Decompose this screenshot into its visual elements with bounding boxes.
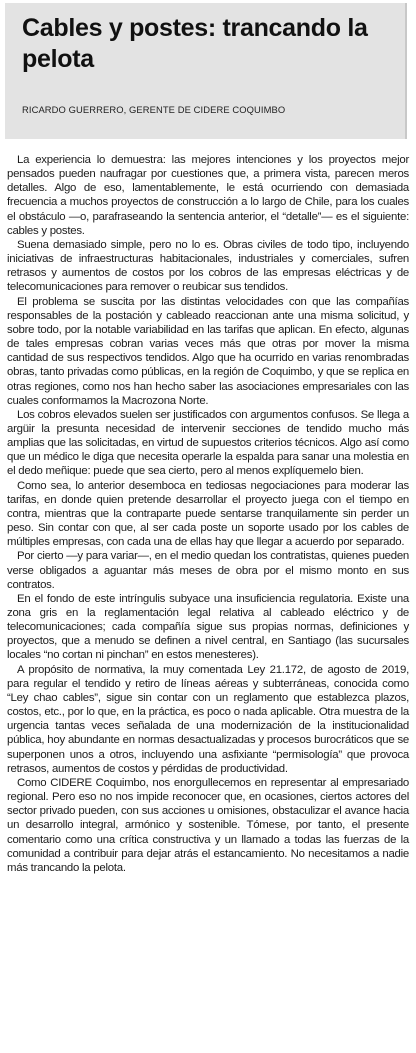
article-paragraph: En el fondo de este intríngulis subyace una insuficiencia regulatoria. Existe una zona gris en la reglamentación legal relativa al cableado eléctrico y de telecomunicaciones; cada compañía sigue sus propias normas, definiciones y proyectos, que a menudo se definen a nivel central, en Santiago (las sucursales locales “no cortan ni pinchan” en estos menesteres).	[7, 592, 409, 662]
article-paragraph: El problema se suscita por las distintas velocidades con que las compañías responsables de la postación y cableado reaccionan ante una misma solicitud, y sobre todo, por la notable variabilidad en las tarifas que aplican. En efecto, algunas de tales empresas cobran varias veces más que otras por mover la misma cantidad de sus respectivos tendidos. Algo que ha ocurrido en varias renombradas obras, tanto privadas como públicas, en la región de Coquimbo, y que se replica en otras regiones, como nos han hecho saber las asociaciones empresariales con las cuales conformamos la Macrozona Norte.	[7, 295, 409, 407]
article-title: Cables y postes: trancando la pelota	[22, 14, 368, 73]
article-paragraph: Los cobros elevados suelen ser justificados con argumentos confusos. Se llega a argüir la presunta necesidad de intervenir secciones de tendido mucho más amplias que las solicitadas, en virtud de supuestos criterios técnicos. Algo así como que un médico le diga que necesita operarle la espalda para sanar una molestia en el dedo meñique: puede que sea cierto, pero al menos explíquemelo bien.	[7, 408, 409, 478]
article-byline: RICARDO GUERRERO, GERENTE DE CIDERE COQUIMBO	[22, 104, 286, 115]
article-paragraph: Como sea, lo anterior desemboca en tediosas negociaciones para moderar las tarifas, en donde quien pretende desarrollar el proyecto juega con el tiempo en contra, mientras que la contraparte puede sentarse tranquilamente sin perder un peso. Sin contar con que, al ser cada poste un soporte usado por los cables de múltiples empresas, con cada una de ellas hay que llegar a acuerdo por separado.	[7, 479, 409, 549]
article-paragraph: La experiencia lo demuestra: las mejores intenciones y los proyectos mejor pensados pueden naufragar por cuestiones que, a primera vista, parecen meros detalles. Algo de eso, lamentablemente, le está ocurriendo con demasiada frecuencia a muchos proyectos de construcción a lo largo de Chile, para los cuales el obstáculo —o, parafraseando la sentencia anterior, el “detalle”— es el siguiente: cables y postes.	[7, 154, 409, 237]
article-body	[7, 153, 409, 875]
article-paragraph: Por cierto —y para variar—, en el medio quedan los contratistas, quienes pueden verse obligados a aguantar más meses de obra por el mismo monto en sus contratos.	[7, 550, 409, 591]
article-paragraph: A propósito de normativa, la muy comentada Ley 21.172, de agosto de 2019, para regular el tendido y retiro de líneas aéreas y subterráneas, conocida como “Ley chao cables”, sigue sin contar con un reglamento que establezca plazos, costos, etc., por lo que, en la práctica, es poco o nada aplicable. Otra muestra de la urgencia tantas veces señalada de una modernización de la institucionalidad pública, hoy abundante en normas desactualizadas y procesos burocráticos que se superponen unos a otros, incluyendo una asfixiante “permisología” que provoca retrasos, aumentos de costos y pérdidas de productividad.	[7, 663, 409, 775]
article-paragraph: Suena demasiado simple, pero no lo es. Obras civiles de todo tipo, incluyendo iniciativas de infraestructuras habitacionales, industriales y comerciales, sufren retrasos y aumentos de costos por los cobros de las empresas eléctricas y de telecomunicaciones para remover o reubicar sus tendidos.	[7, 238, 409, 294]
article-paragraph: Como CIDERE Coquimbo, nos enorgullecemos en representar al empresariado regional. Pero eso no nos impide reconocer que, en ocasiones, ciertos actores del sector privado pueden, con sus acciones u omisiones, obstaculizar el avance hacia un desarrollo integral, armónico y sostenible. Tómese, por tanto, el presente comentario como una crítica constructiva y un llamado a todas las fuerzas de la comunidad a contribuir para dejar atrás el estancamiento. No necesitamos a nadie más trancando la pelota.	[7, 776, 409, 874]
